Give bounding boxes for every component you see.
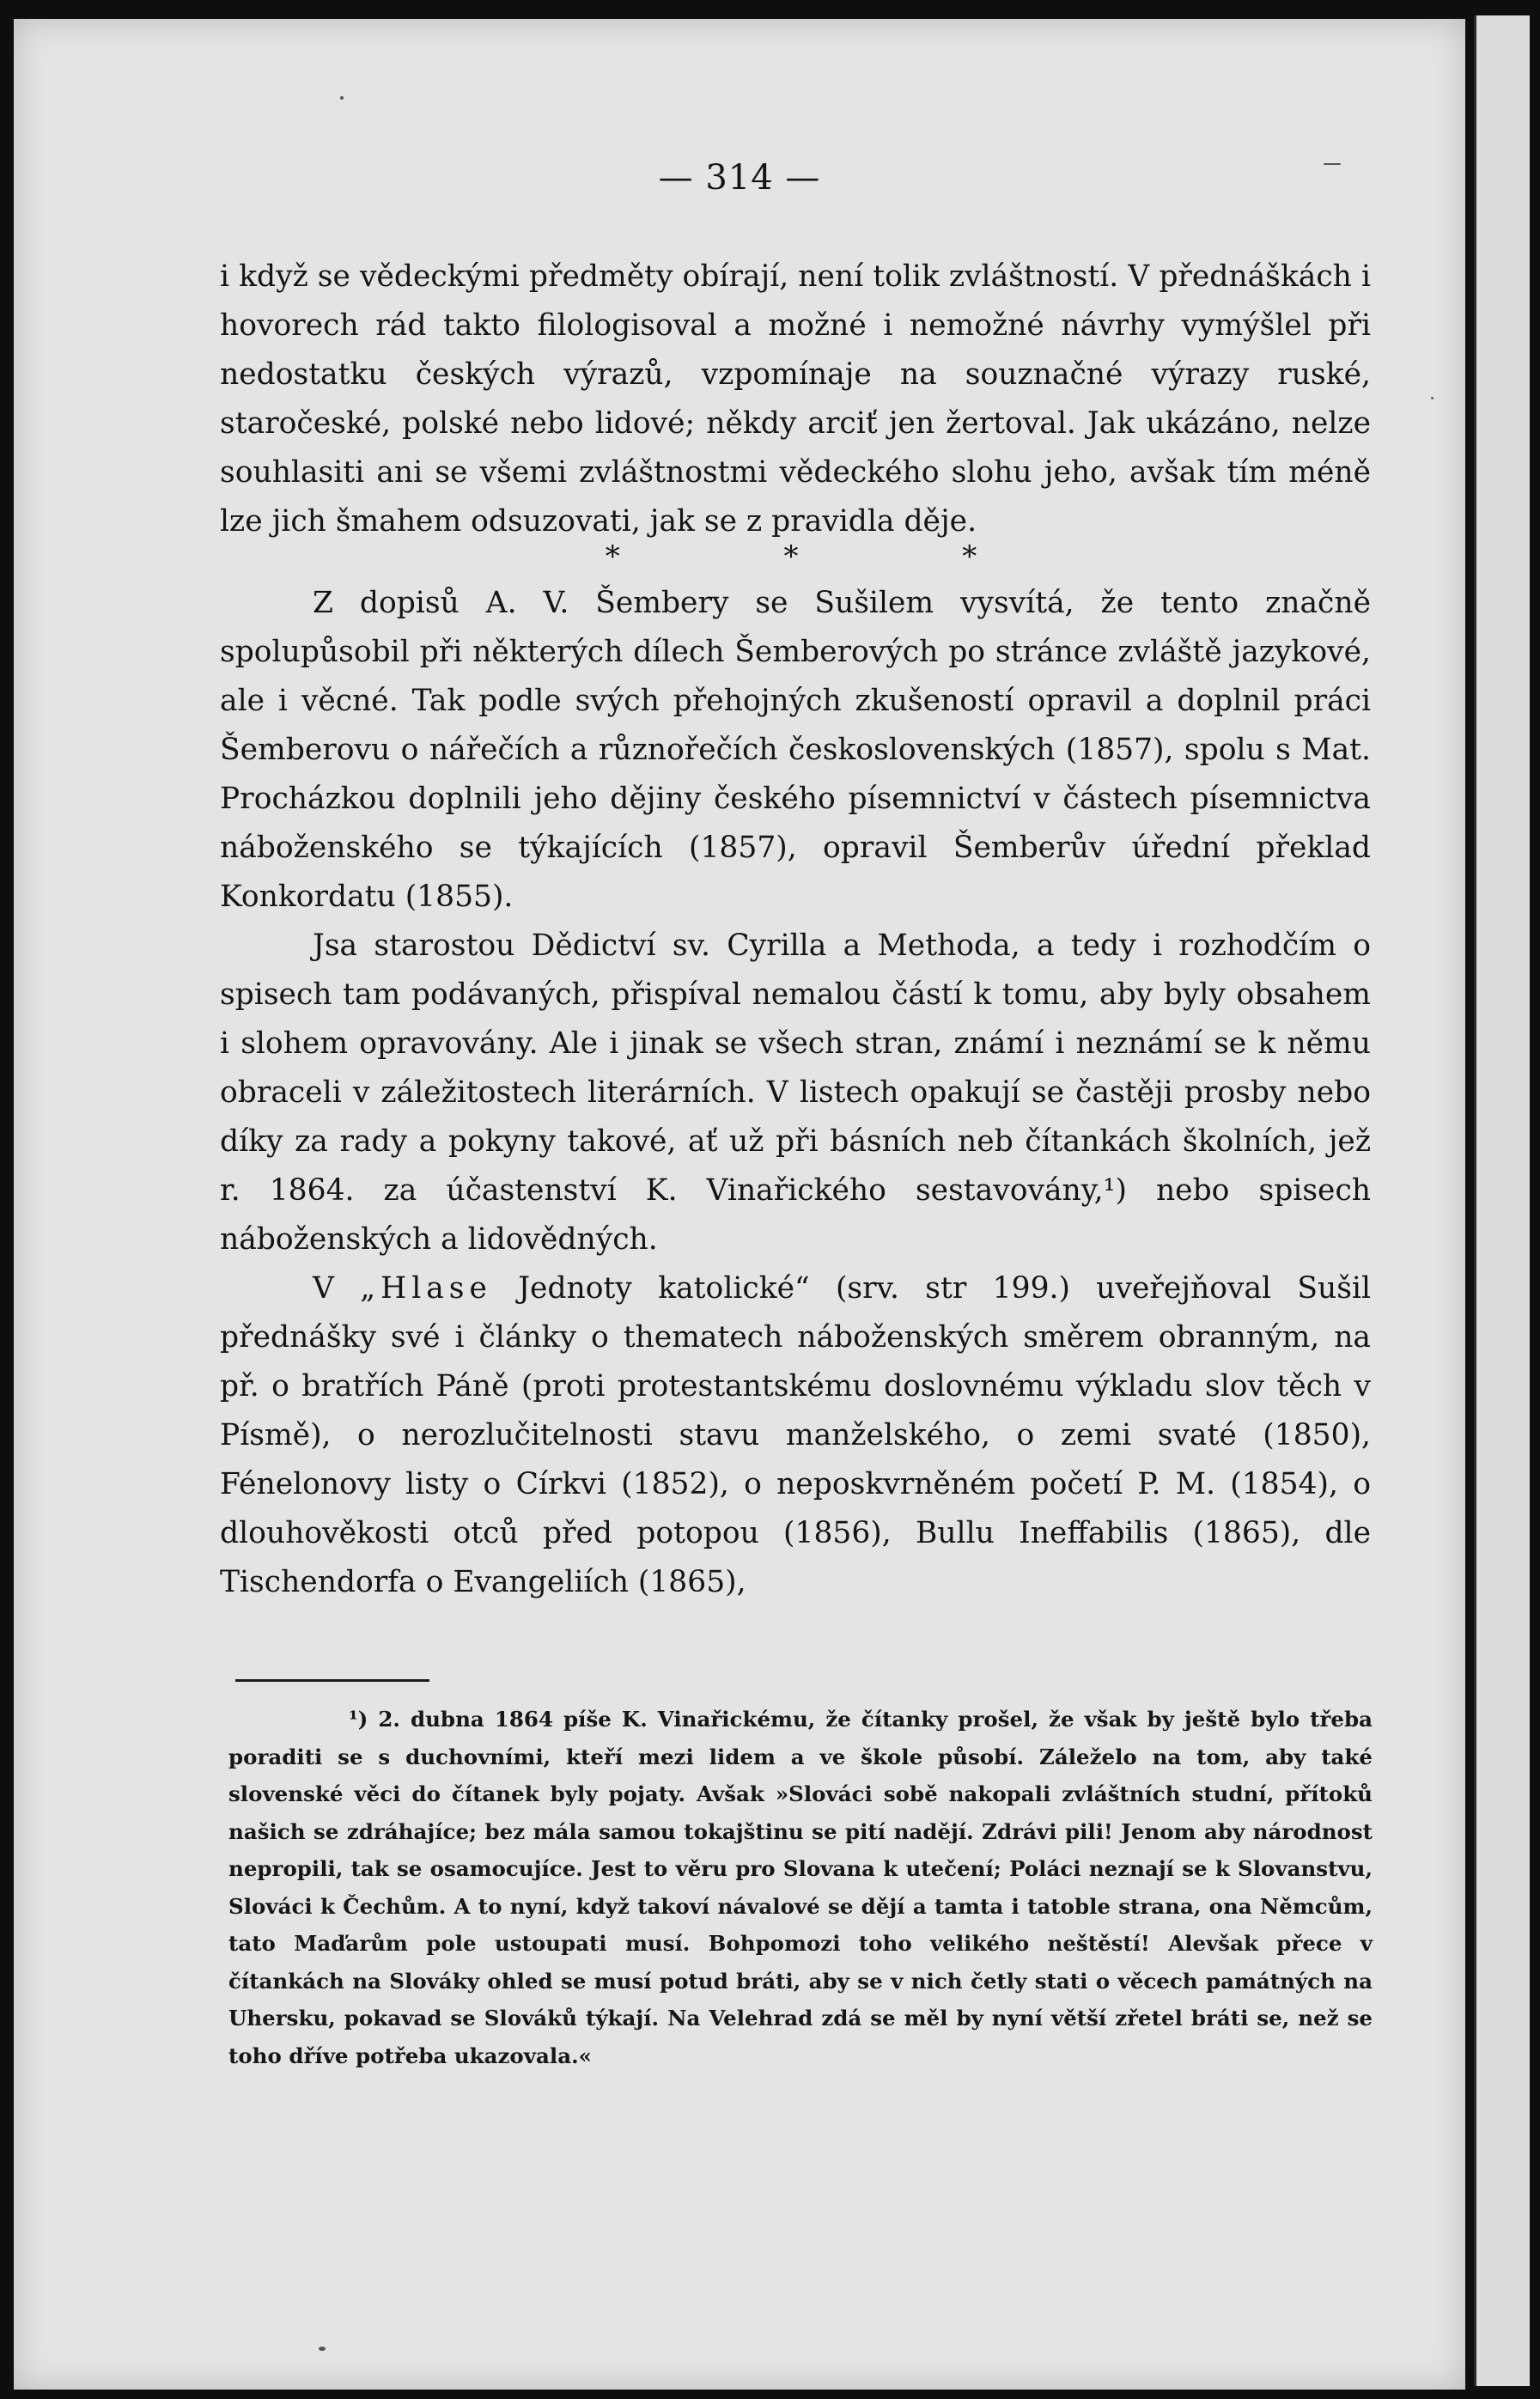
paragraph-3: Jsa starostou Dědictví sv. Cyrilla a Methoda, a tedy i rozhodčím o spisech tam podávaných, přispíval nemalou částí k tomu, aby byly obsahem i slohem opravovány. Ale i jinak se všech stran, známí i neznámí se k němu obraceli v záležitostech literárních. V listech opakují se častěji prosby nebo díky za rady a pokyny takové, ať už při básních neb čítankách školních, jež r. 1864. za účastenství K. Vinařického sestavovány,¹) nebo spisech náboženských a lidovědných. (220, 929, 1371, 1257)
paragraph-2: Z dopisů A. V. Šembery se Sušilem vysvítá, že tento značně spolupůsobil při některých dílech Šemberových po stránce zvláště jazykové, ale i věcné. Tak podle svých přehojných zkušeností opravil a doplnil práci Šemberovu o nářečích a různořečích československých (1857), spolu s Mat. Procházkou doplnili jeho dějiny českého písemnictví v částech písemnictva náboženského se týkajících (1857), opravil Šemberův úřední překlad Konkordatu (1855). (220, 586, 1371, 914)
scan-speck (1324, 163, 1341, 165)
scan-speck (319, 2347, 326, 2351)
paragraph-4-rest: Jednoty katolické“ (srv. str 199.) uveřejňoval Sušil přednášky své i články o thematech náboženských směrem obranným, na př. o bratřích Páně (proti protestantskému doslovnému výkladu slov těch v Písmě), o nerozlučitelnosti stavu manželského, o zemi svaté (1850), Fénelonovy listy o Církvi (1852), o neposkvrněném početí P. M. (1854), o dlouhověkosti otců před potopou (1856), Bullu Ineffabilis (1865), dle Tischendorfa o Evangeliích (1865), (220, 1271, 1372, 1599)
book-page (14, 19, 1465, 2390)
footnote (228, 1701, 1373, 2074)
footnote-text: ¹) 2. dubna 1864 píše K. Vinařickému, že čítanky prošel, že však by ještě bylo třeba poraditi se s duchovními, kteří mezi lidem a ve škole působí. Záleželo na tom, aby také slovenské věci do čítanek byly pojaty. Avšak »Slováci sobě nakopali zvláštních studní, přítoků našich se zdráhajíce; bez mála samou tokajštinu se pití nadějí. Zdrávi pili! Jenom aby národnost nepropili, tak se osamocujíce. Jest to věru pro Slovana k utečení; Poláci neznají se k Slovanstvu, Slováci k Čechům. A to nyní, když takoví návalové se dějí a tamta i tatoble strana, ona Němcům, tato Maďarům pole ustoupati musí. Bohpomozi toho velikého neštěstí! Alevšak přece v čítankách na Slováky ohled se musí potud bráti, aby se v nich četly stati o věcech památných na Uhersku, pokavad se Slováků týkají. Na Velehrad zdá se měl by nyní větší zřetel bráti se, než se toho dříve potřeba ukazovala.« (228, 1707, 1373, 2068)
main-text (220, 253, 1371, 1607)
paragraph-4 (220, 1264, 1371, 1607)
scan-speck (1431, 397, 1433, 399)
scan-speck (340, 96, 344, 100)
paragraph-1: i když se vědeckými předměty obírají, není tolik zvláštností. V přednáškách i hovorech rád takto filologisoval a možné i nemožné návrhy vymýšlel při nedostatku českých výrazů, vzpomínaje na souznačné výrazy ruské, staročeské, polské nebo lidové; někdy arciť jen žertoval. Jak ukázáno, nelze souhlasiti ani se všemi zvláštnostmi vědeckého slohu jeho, avšak tím méně lze jich šmahem odsuzovati, jak se z pravidla děje. (220, 259, 1371, 539)
section-separator: * * * (605, 539, 1055, 574)
footnote-rule (235, 1679, 429, 1682)
adjacent-page-edge (1474, 15, 1530, 2386)
paragraph-4-spaced-title: „Hlase (360, 1271, 492, 1306)
paragraph-4-start: V (313, 1271, 361, 1306)
page-number: — 314 — (658, 158, 821, 198)
